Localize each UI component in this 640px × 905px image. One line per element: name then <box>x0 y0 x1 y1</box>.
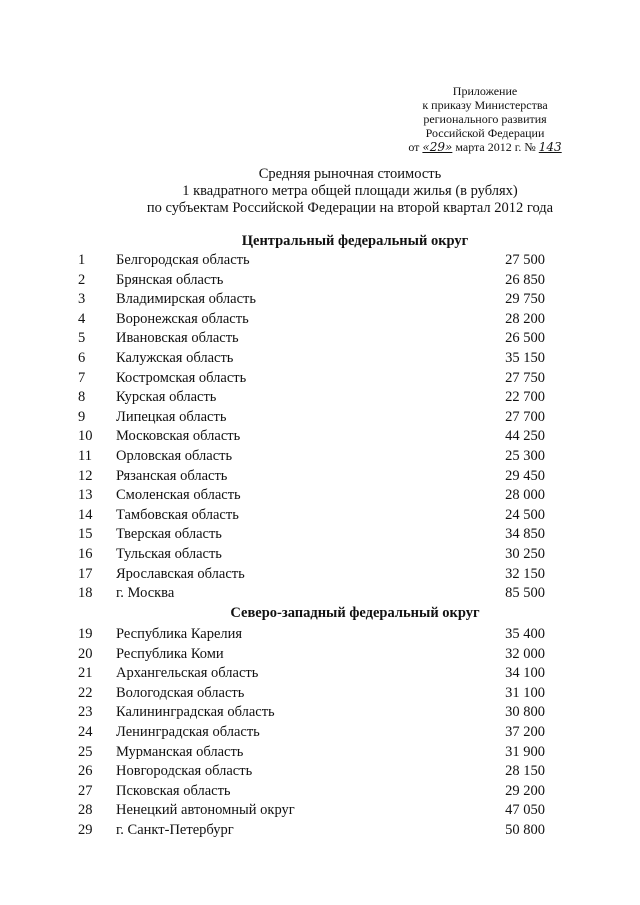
table-row <box>0 486 640 506</box>
table-row <box>0 447 640 467</box>
region-name: Калининградская область <box>116 704 275 721</box>
price-value: 47 050 <box>505 802 545 819</box>
region-name: Ярославская область <box>116 565 245 582</box>
title-line: 1 квадратного метра общей площади жилья (в рублях) <box>182 183 518 199</box>
table-row <box>0 271 640 291</box>
price-value: 28 150 <box>505 763 545 780</box>
table-row <box>0 506 640 526</box>
price-value: 26 500 <box>505 330 545 347</box>
table-row <box>0 329 640 349</box>
price-value: 27 500 <box>505 252 545 268</box>
row-number: 12 <box>78 467 93 484</box>
table-row <box>0 762 640 782</box>
table-row <box>0 349 640 369</box>
region-name: Воронежская область <box>116 310 249 327</box>
region-name: Липецкая область <box>116 408 227 425</box>
table-row <box>0 545 640 565</box>
row-number: 25 <box>78 743 93 760</box>
region-name: Курская область <box>116 389 217 406</box>
table-row <box>0 525 640 545</box>
price-value: 34 850 <box>505 526 545 543</box>
price-value: 35 150 <box>505 349 545 366</box>
date-day: «29» <box>422 140 453 154</box>
section-heading-northwest: Северо-западный федеральный округ <box>230 605 480 621</box>
row-number: 27 <box>78 782 93 799</box>
table-row <box>0 584 640 604</box>
table-row <box>0 565 640 585</box>
table-row <box>0 427 640 447</box>
price-value: 37 200 <box>505 723 545 740</box>
table-row <box>0 723 640 743</box>
region-name: Ненецкий автономный округ <box>116 802 295 819</box>
table-row <box>0 290 640 310</box>
row-number: 17 <box>78 565 93 582</box>
row-number: 29 <box>78 821 93 838</box>
row-number: 4 <box>78 310 86 327</box>
table-northwest <box>0 625 640 841</box>
price-value: 50 800 <box>505 821 545 838</box>
table-row <box>0 664 640 684</box>
table-row <box>0 625 640 645</box>
region-name: Владимирская область <box>116 291 256 308</box>
row-number: 24 <box>78 723 93 740</box>
table-row <box>0 743 640 763</box>
region-name: Вологодская область <box>116 684 245 701</box>
price-value: 85 500 <box>505 585 545 602</box>
date-rest: марта 2012 г. № <box>455 140 536 154</box>
row-number: 15 <box>78 526 93 543</box>
row-number: 8 <box>78 389 86 406</box>
row-number: 28 <box>78 802 93 819</box>
appendix-header <box>380 84 590 154</box>
price-value: 27 700 <box>505 408 545 425</box>
row-number: 20 <box>78 645 93 662</box>
price-value: 24 500 <box>505 506 545 523</box>
region-name: Псковская область <box>116 782 231 799</box>
date-prefix: от <box>408 140 420 154</box>
price-value: 22 700 <box>505 389 545 406</box>
region-name: Белгородская область <box>116 252 250 268</box>
row-number: 7 <box>78 369 86 386</box>
row-number: 9 <box>78 408 86 425</box>
price-value: 30 800 <box>505 704 545 721</box>
price-value: 27 750 <box>505 369 545 386</box>
appendix-line: регионального развития <box>423 112 547 126</box>
row-number: 5 <box>78 330 86 347</box>
price-value: 26 850 <box>505 271 545 288</box>
region-name: Костромская область <box>116 369 247 386</box>
price-value: 25 300 <box>505 447 545 464</box>
region-name: г. Москва <box>116 585 175 602</box>
table-row <box>0 369 640 389</box>
row-number: 2 <box>78 271 86 288</box>
region-name: Рязанская область <box>116 467 228 484</box>
table-row <box>0 310 640 330</box>
price-value: 29 450 <box>505 467 545 484</box>
table-row <box>0 251 640 271</box>
appendix-date-line <box>380 140 590 154</box>
price-value: 32 150 <box>505 565 545 582</box>
price-value: 34 100 <box>505 665 545 682</box>
row-number: 21 <box>78 665 93 682</box>
title-line: Средняя рыночная стоимость <box>258 166 442 182</box>
region-name: г. Санкт-Петербург <box>116 821 234 838</box>
table-row <box>0 645 640 665</box>
row-number: 1 <box>78 252 86 268</box>
region-name: Ивановская область <box>116 330 239 347</box>
appendix-line: Приложение <box>452 84 518 98</box>
region-name: Тульская область <box>116 545 222 562</box>
table-row <box>0 801 640 821</box>
region-name: Тверская область <box>116 526 222 543</box>
price-value: 29 200 <box>505 782 545 799</box>
region-name: Орловская область <box>116 447 233 464</box>
table-central <box>0 251 640 604</box>
row-number: 13 <box>78 487 93 504</box>
region-name: Брянская область <box>116 271 224 288</box>
table-row <box>0 782 640 802</box>
row-number: 22 <box>78 684 93 701</box>
table-row <box>0 467 640 487</box>
row-number: 14 <box>78 506 93 523</box>
row-number: 10 <box>78 428 93 445</box>
region-name: Мурманская область <box>116 743 244 760</box>
region-name: Смоленская область <box>116 487 241 504</box>
row-number: 26 <box>78 763 93 780</box>
section-heading-central: Центральный федеральный округ <box>241 233 469 249</box>
region-name: Республика Коми <box>116 645 224 662</box>
region-name: Республика Карелия <box>116 626 243 642</box>
row-number: 11 <box>78 447 92 464</box>
price-value: 29 750 <box>505 291 545 308</box>
region-name: Московская область <box>116 428 241 445</box>
region-name: Ленинградская область <box>116 723 260 740</box>
region-name: Архангельская область <box>116 665 259 682</box>
table-row <box>0 821 640 841</box>
region-name: Тамбовская область <box>116 506 239 523</box>
price-value: 35 400 <box>505 626 545 642</box>
region-name: Калужская область <box>116 349 234 366</box>
row-number: 18 <box>78 585 93 602</box>
price-value: 28 200 <box>505 310 545 327</box>
price-value: 31 100 <box>505 684 545 701</box>
table-row <box>0 408 640 428</box>
row-number: 19 <box>78 626 93 642</box>
document-title <box>100 166 600 217</box>
price-value: 28 000 <box>505 487 545 504</box>
row-number: 3 <box>78 291 86 308</box>
price-value: 30 250 <box>505 545 545 562</box>
table-row <box>0 684 640 704</box>
region-name: Новгородская область <box>116 763 253 780</box>
row-number: 6 <box>78 349 86 366</box>
table-row <box>0 388 640 408</box>
price-value: 44 250 <box>505 428 545 445</box>
price-value: 31 900 <box>505 743 545 760</box>
order-number: 143 <box>538 140 562 154</box>
row-number: 16 <box>78 545 93 562</box>
title-line: по субъектам Российской Федерации на второй квартал 2012 года <box>146 200 554 216</box>
price-value: 32 000 <box>505 645 545 662</box>
table-row <box>0 703 640 723</box>
appendix-line: Российской Федерации <box>425 126 545 140</box>
appendix-line: к приказу Министерства <box>422 98 548 112</box>
row-number: 23 <box>78 704 93 721</box>
